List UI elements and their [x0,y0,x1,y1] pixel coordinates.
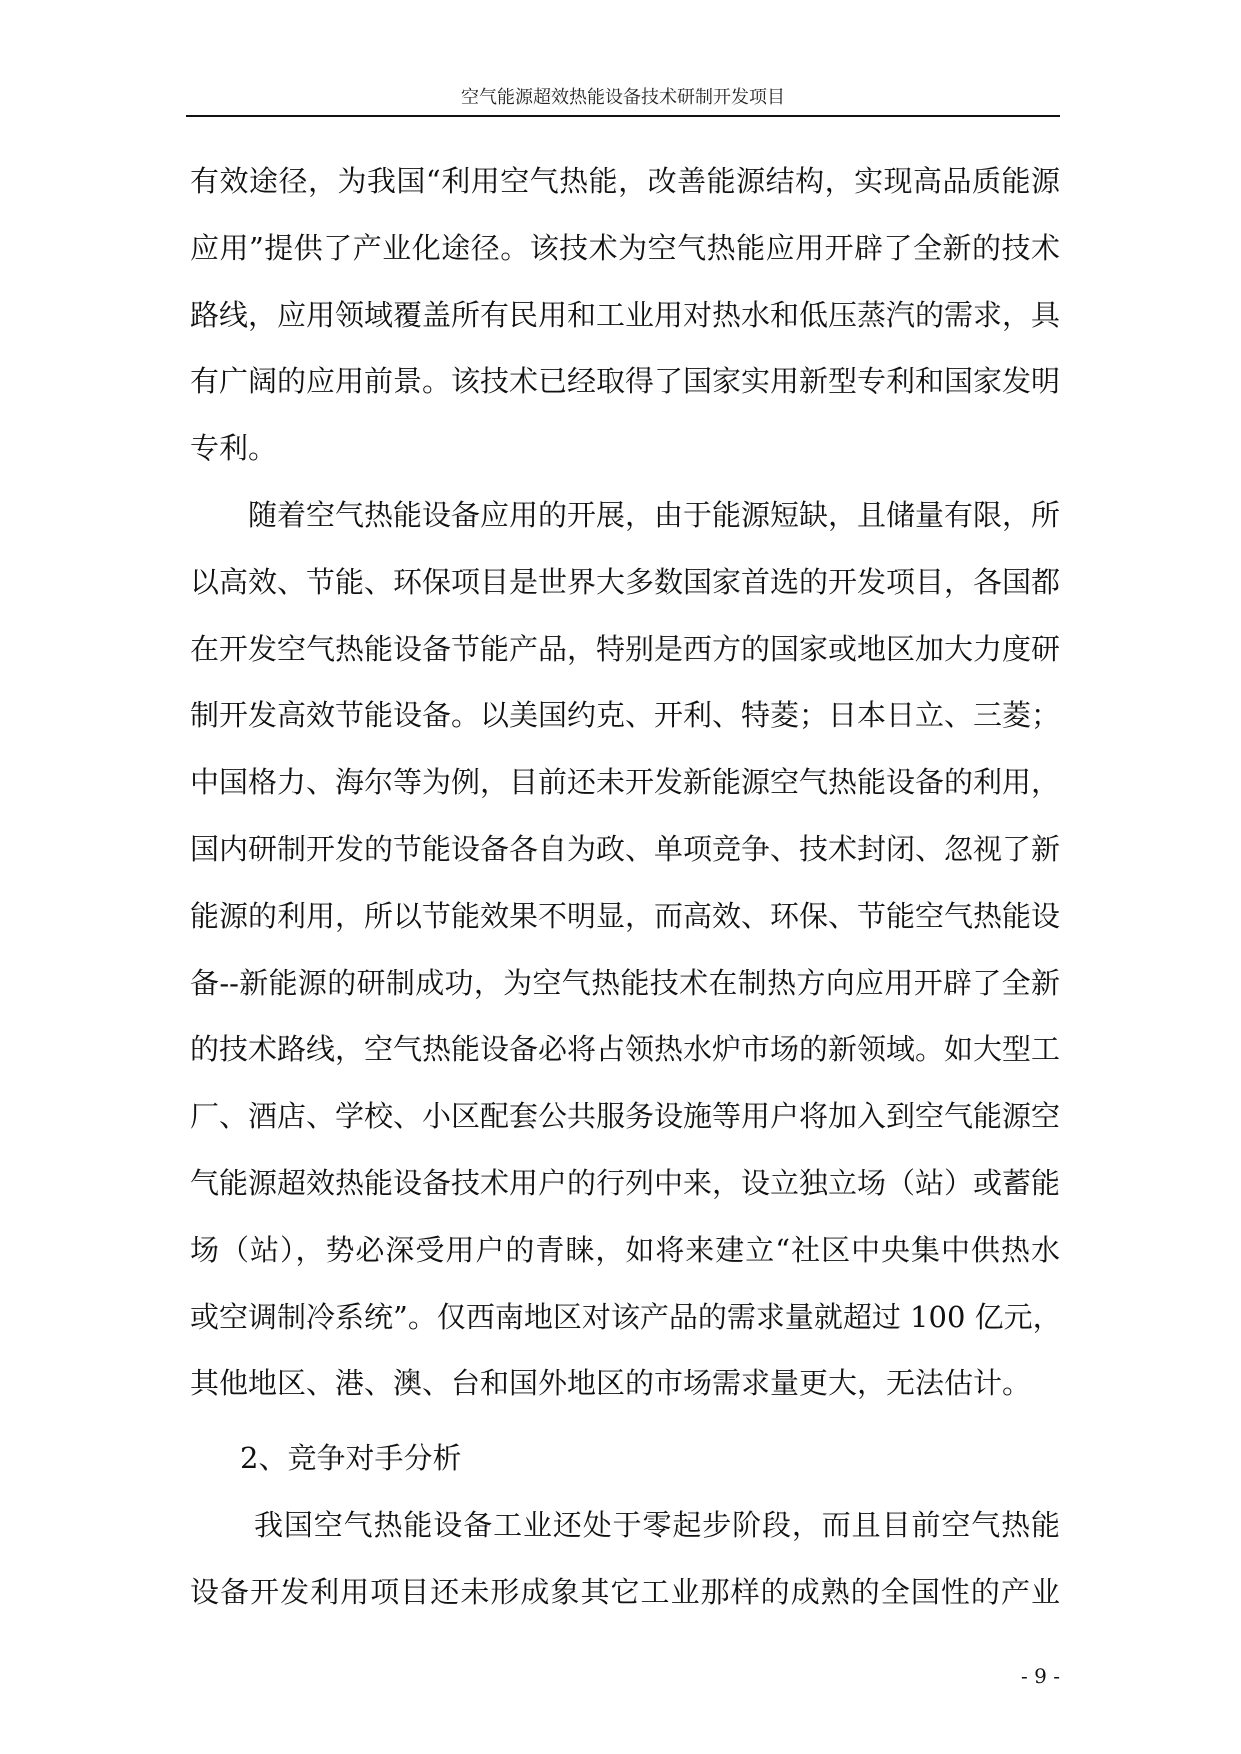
text-line: 气能源超效热能设备技术用户的行列中来，设立独立场（站）或蓄能 [190,1165,1061,1200]
text-line: 或空调制冷系统”。仅西南地区对该产品的需求量就超过 100 亿元， [190,1299,1062,1334]
text-line: 中国格力、海尔等为例，目前还未开发新能源空气热能设备的利用， [190,765,1061,800]
text-line: 有广阔的应用前景。该技术已经取得了国家实用新型专利和国家发明 [190,364,1061,399]
text-line: 路线，应用领域覆盖所有民用和工业用对热水和低压蒸汽的需求，具 [190,297,1061,332]
text-line: 设备开发利用项目还未形成象其它工业那样的成熟的全国性的产业 [190,1574,1060,1609]
text-line: 专利。 [190,431,278,466]
text-line: 的技术路线，空气热能设备必将占领热水炉市场的新领域。如大型工 [190,1032,1061,1067]
text-line: 我国空气热能设备工业还处于零起步阶段，而且目前空气热能 [254,1507,1060,1542]
paragraph-effective-path [190,160,1060,494]
text-line: 以高效、节能、环保项目是世界大多数国家首选的开发项目，各国都 [190,564,1061,599]
page-number: - 9 - [1021,1664,1060,1688]
paragraph-competition-analysis [190,1504,1060,1638]
text-line: 随着空气热能设备应用的开展，由于能源短缺，且储量有限，所 [248,497,1061,532]
text-line: 制开发高效节能设备。以美国约克、开利、特菱；日本日立、三菱； [190,698,1061,733]
document-body [190,160,1060,1638]
text-line: 场（站），势必深受用户的青睐，如将来建立“社区中央集中供热水 [190,1232,1060,1267]
paragraph-market-development [190,494,1060,1429]
text-line: 厂、酒店、学校、小区配套公共服务设施等用户将加入到空气能源空 [190,1099,1061,1134]
text-line: 国内研制开发的节能设备各自为政、单项竞争、技术封闭、忽视了新 [190,831,1061,866]
text-line: 应用”提供了产业化途径。该技术为空气热能应用开辟了全新的技术 [190,230,1060,265]
section-gap [190,1429,1060,1437]
text-line: 其他地区、港、澳、台和国外地区的市场需求量更大，无法估计。 [190,1366,1032,1401]
text-line: 有效途径，为我国“利用空气热能，改善能源结构，实现高品质能源 [190,164,1060,198]
section-heading: 2、竞争对手分析 [240,1441,462,1476]
header-rule [186,115,1060,117]
text-line: 在开发空气热能设备节能产品，特别是西方的国家或地区加大力度研 [190,631,1061,666]
text-line: 备--新能源的研制成功，为空气热能技术在制热方向应用开辟了全新 [190,965,1060,1000]
text-line: 能源的利用，所以节能效果不明显，而高效、环保、节能空气热能设 [190,898,1061,933]
running-header: 空气能源超效热能设备技术研制开发项目 [461,87,785,108]
